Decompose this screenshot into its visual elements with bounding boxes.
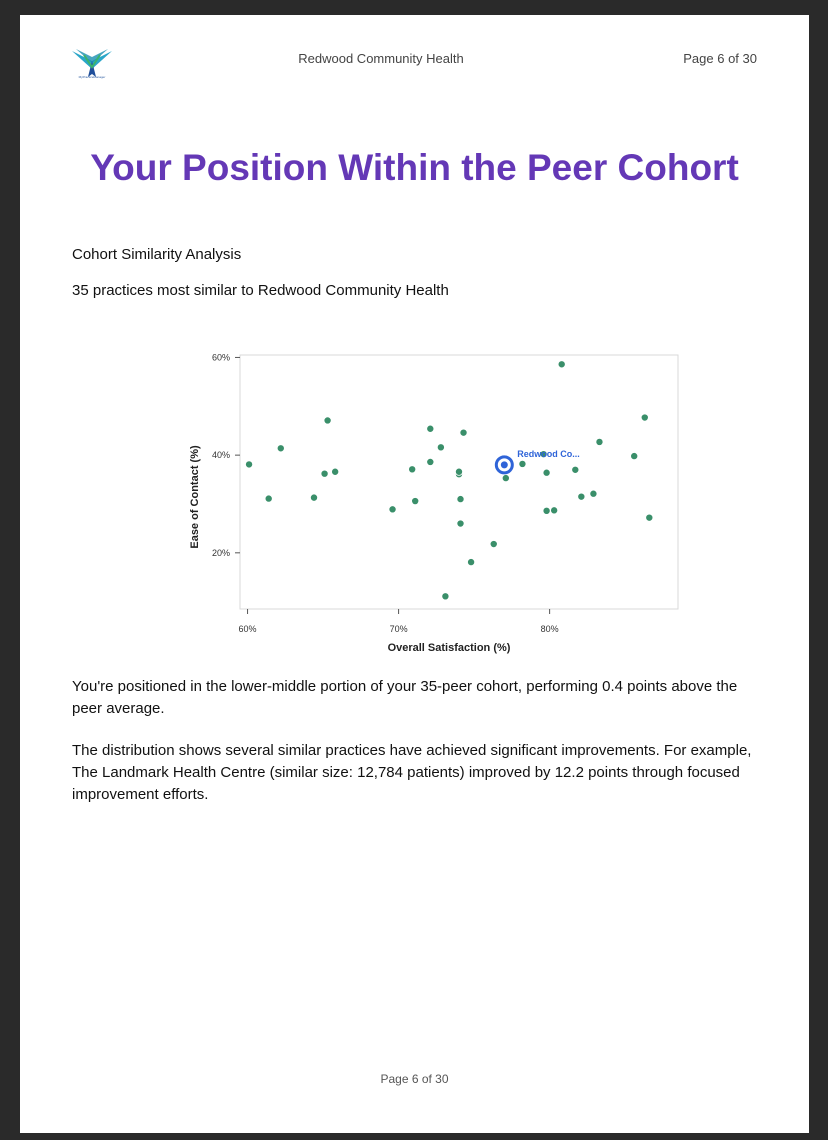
logo-wordmark: MyPracticeManager [78, 75, 106, 79]
header-page-indicator: Page 6 of 30 [683, 51, 757, 66]
y-tick-label: 60% [211, 352, 230, 363]
section-label: Cohort Similarity Analysis [72, 246, 242, 263]
peer-point [427, 425, 434, 432]
y-tick-label: 40% [211, 450, 230, 461]
x-axis-label: Overall Satisfaction (%) [387, 642, 511, 654]
peer-point [277, 445, 284, 452]
peer-point [490, 540, 497, 547]
page-title: Your Position Within the Peer Cohort [90, 147, 739, 188]
peer-point [455, 468, 462, 475]
peer-point [324, 417, 331, 424]
plot-frame [240, 355, 678, 609]
position-paragraph: You're positioned in the lower-middle portion of your 35-peer cohort, performing 0.4 points above the peer average. [72, 678, 738, 717]
peer-point [631, 453, 638, 460]
peer-point [543, 507, 550, 514]
peer-point [321, 470, 328, 477]
report-page [20, 15, 809, 1133]
peer-point [412, 497, 419, 504]
highlight-point [501, 461, 508, 468]
peer-point [332, 468, 339, 475]
peer-point [457, 520, 464, 527]
peer-point [519, 460, 526, 467]
peer-point [551, 507, 558, 514]
peer-point [389, 506, 396, 513]
peer-point [437, 444, 444, 451]
y-tick-label: 20% [211, 547, 230, 558]
peer-point [245, 461, 252, 468]
peer-point [543, 469, 550, 476]
peer-point [572, 466, 579, 473]
peer-point [590, 490, 597, 497]
peer-point [578, 493, 585, 500]
distribution-paragraph: The distribution shows several similar practices have achieved significant improvements. For example, The Landmark Health Centre (similar size: 12,784 patients) improved by 12.2 points through focused improvement efforts. [72, 742, 752, 803]
peer-point [409, 466, 416, 473]
peer-point [502, 474, 509, 481]
peer-point [265, 495, 272, 502]
peer-point [558, 361, 565, 368]
peer-point [641, 414, 648, 421]
section-subtitle: 35 practices most similar to Redwood Community Health [72, 282, 449, 299]
x-tick-label: 70% [389, 624, 408, 634]
peer-point [442, 593, 449, 600]
footer-page-indicator: Page 6 of 30 [380, 1072, 449, 1086]
peer-point [460, 429, 467, 436]
peer-point [427, 458, 434, 465]
peer-point [457, 495, 464, 502]
peer-point [646, 514, 653, 521]
y-axis-label: Ease of Contact (%) [189, 445, 201, 549]
scatter-chart [160, 333, 680, 654]
header-organization: Redwood Community Health [298, 51, 464, 66]
highlight-label: Redwood Co... [517, 448, 580, 459]
x-tick-label: 80% [540, 624, 559, 634]
x-tick-label: 60% [238, 624, 257, 634]
peer-point [467, 559, 474, 566]
peer-point [596, 438, 603, 445]
peer-point [310, 494, 317, 501]
